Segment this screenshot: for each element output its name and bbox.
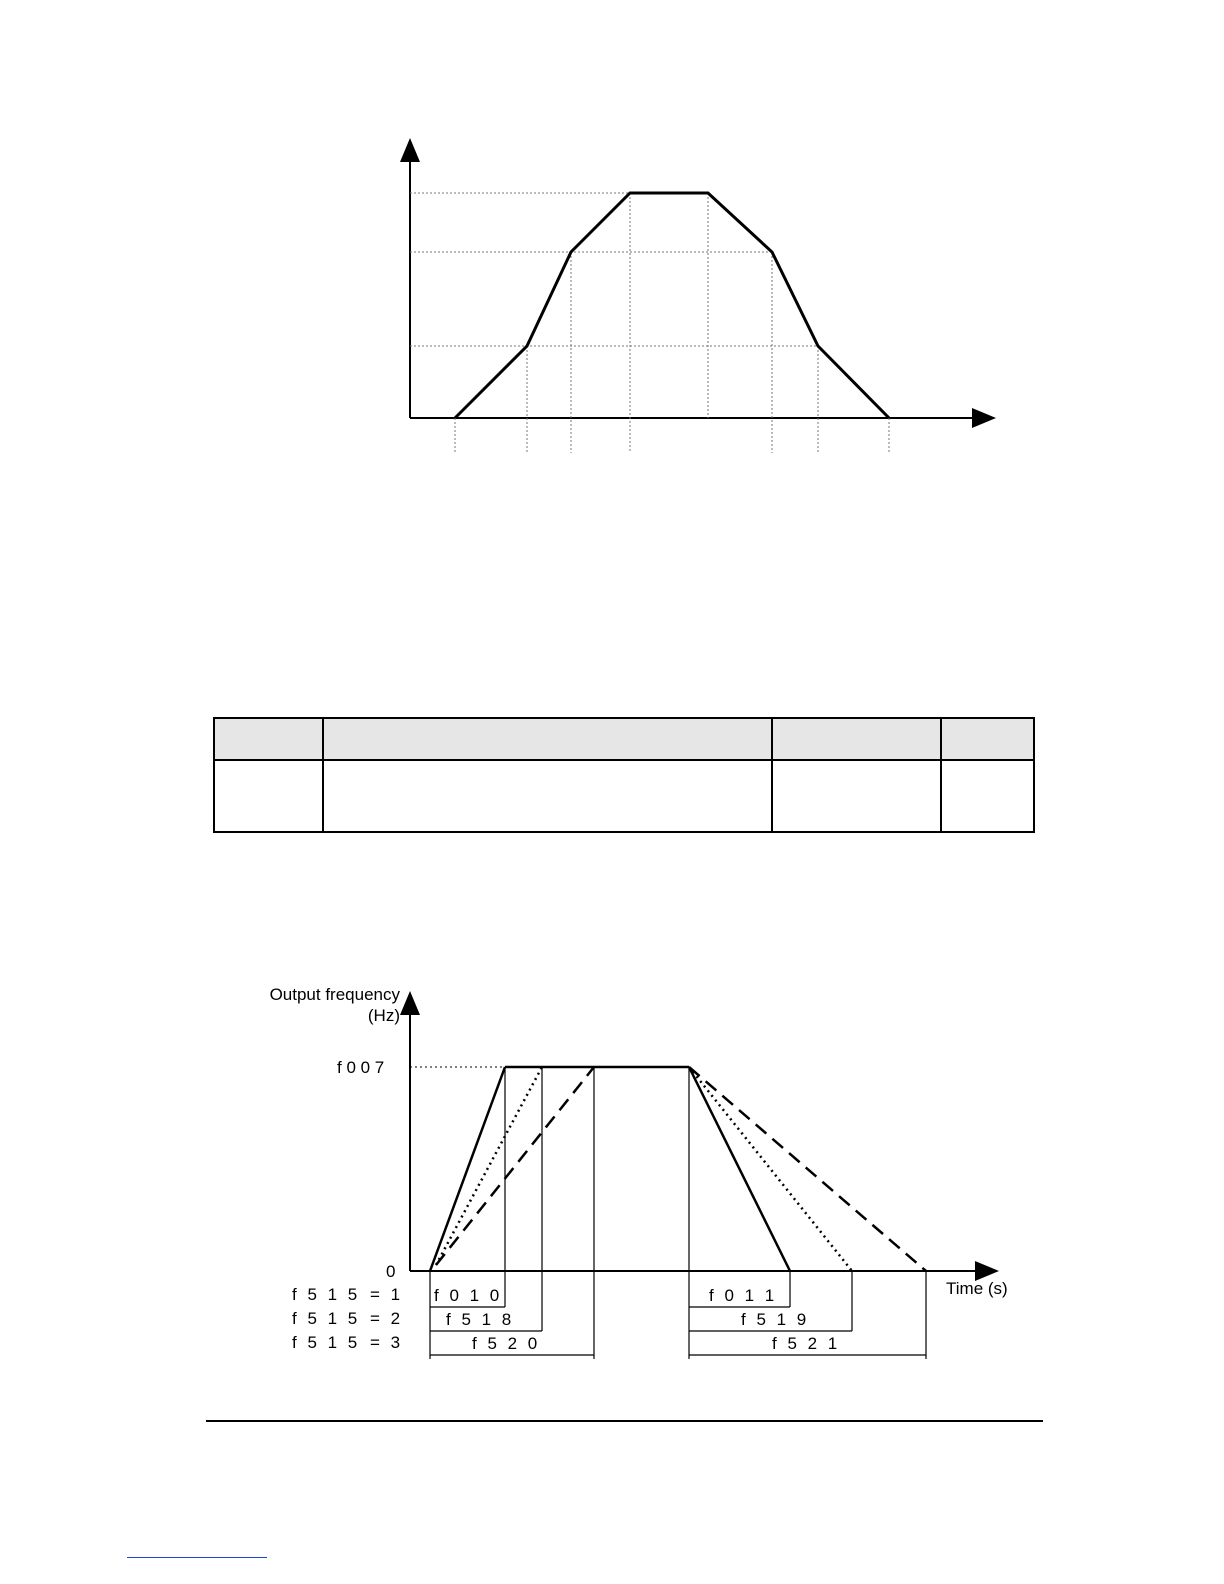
table-row xyxy=(214,760,1034,832)
x-axis-label: Time (s) xyxy=(946,1279,1008,1298)
horizontal-guides xyxy=(410,193,818,346)
accel-time-label: f 5 2 0 xyxy=(472,1334,541,1353)
setting-label: f 5 1 5 xyxy=(292,1285,361,1304)
table-header-cell xyxy=(214,718,323,760)
frequency-profile-line xyxy=(455,193,889,418)
table-cell xyxy=(941,760,1034,832)
decel-time-label: f 0 1 1 xyxy=(709,1286,778,1305)
decel-ramp-solid xyxy=(689,1067,790,1271)
table-cell xyxy=(214,760,323,832)
decel-time-label: f 5 1 9 xyxy=(741,1310,810,1329)
accel-ramp-solid xyxy=(430,1067,505,1271)
accel-decel-figure xyxy=(0,970,1224,1380)
table-header-cell xyxy=(772,718,941,760)
footer-link-underline[interactable] xyxy=(127,1557,267,1558)
table-header-cell xyxy=(323,718,772,760)
setting-value: = 1 xyxy=(370,1285,404,1304)
ramp-profile-figure xyxy=(0,0,1224,480)
y-axis-unit-label: (Hz) xyxy=(367,1006,400,1025)
accel-time-label: f 0 1 0 xyxy=(434,1286,503,1305)
vertical-guides xyxy=(455,193,889,453)
y-axis-label: Output frequency xyxy=(269,985,400,1004)
setting-label: f 5 1 5 xyxy=(292,1333,361,1352)
parameter-table xyxy=(213,717,1035,833)
decel-ramp-dashed xyxy=(689,1067,926,1271)
accel-ramp-dotted xyxy=(436,1067,542,1265)
table-cell xyxy=(772,760,941,832)
setting-value: = 2 xyxy=(370,1309,404,1328)
origin-label: 0 xyxy=(386,1262,396,1281)
footer-rule xyxy=(206,1420,1043,1422)
setting-label: f 5 1 5 xyxy=(292,1309,361,1328)
table-header-row xyxy=(214,718,1034,760)
table-header-cell xyxy=(941,718,1034,760)
accel-time-label: f 5 1 8 xyxy=(446,1310,515,1329)
y-max-tick-label: f 0 0 7 xyxy=(337,1058,385,1077)
decel-ramp-dotted xyxy=(689,1067,852,1271)
accel-ramp-dashed xyxy=(436,1067,594,1265)
setting-value: = 3 xyxy=(370,1333,404,1352)
decel-time-label: f 5 2 1 xyxy=(772,1334,841,1353)
table-cell xyxy=(323,760,772,832)
